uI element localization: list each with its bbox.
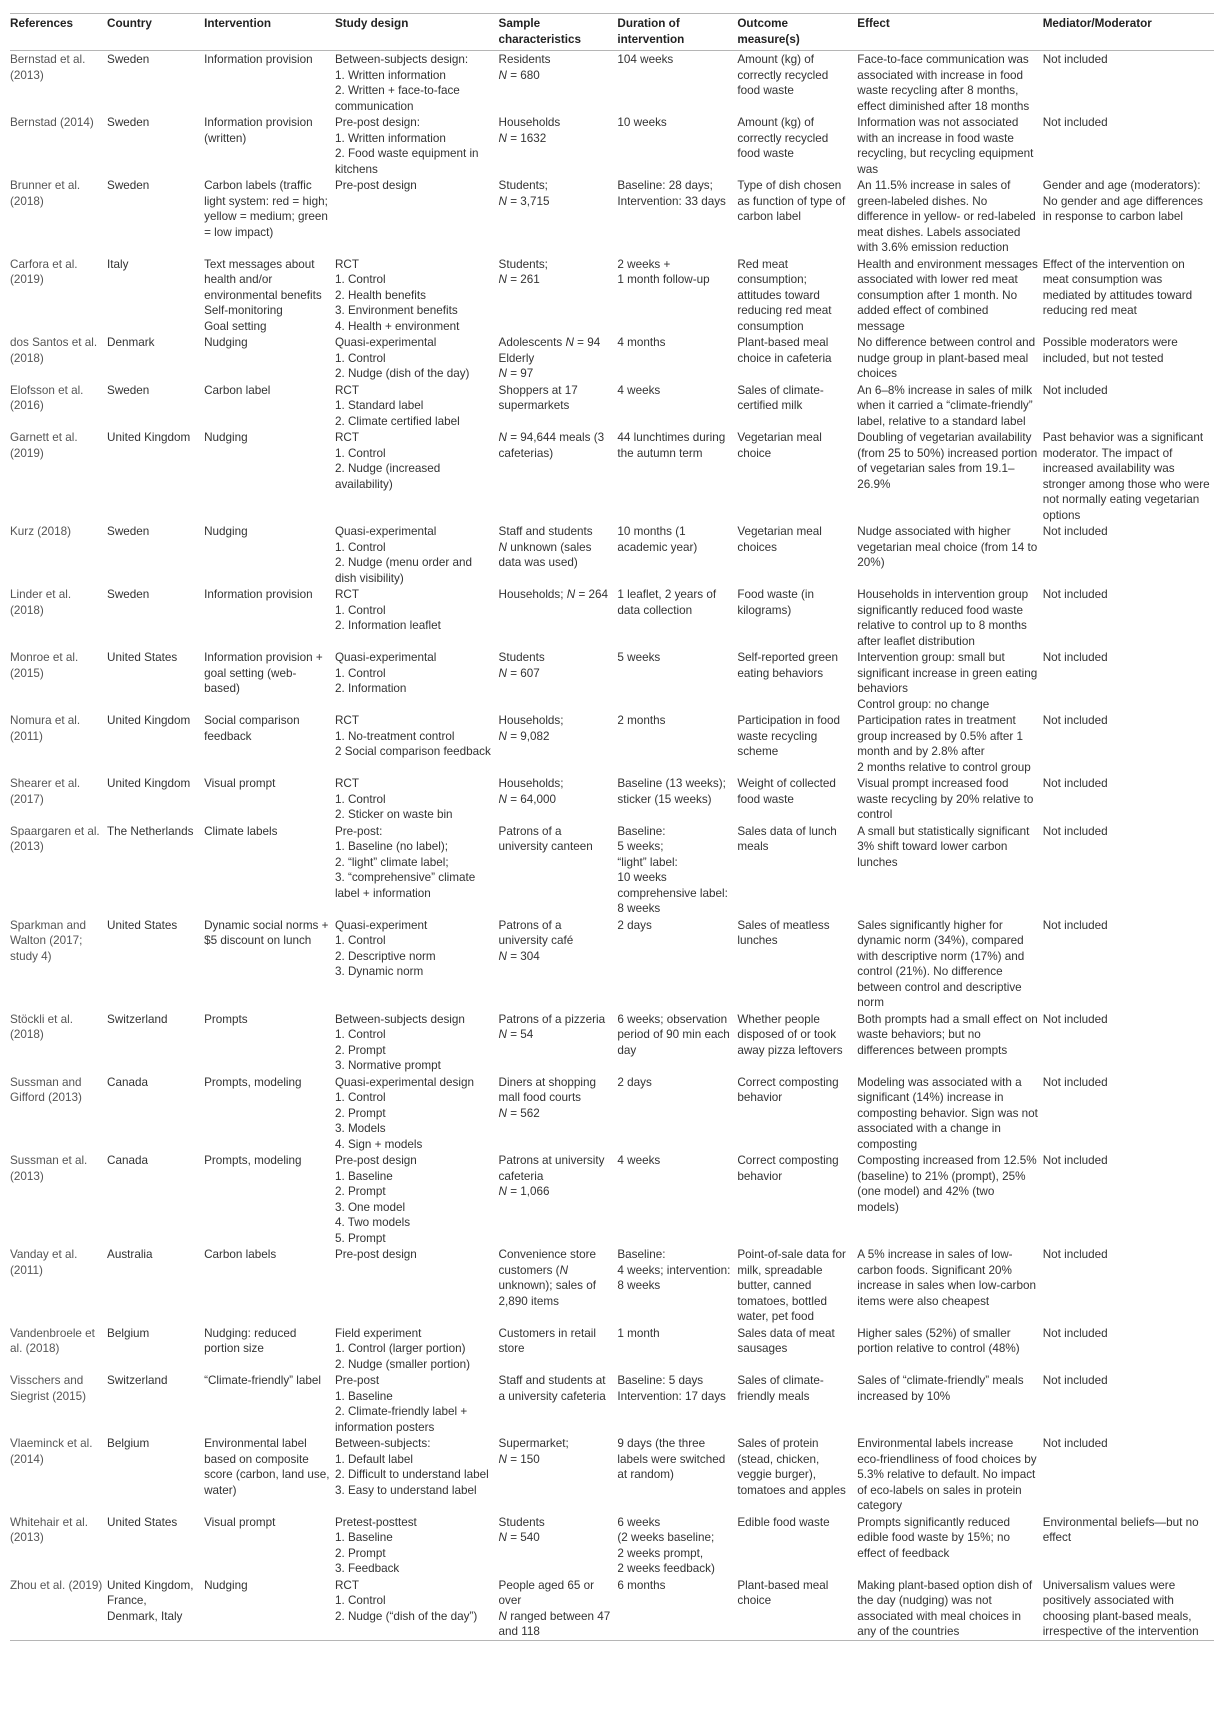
cell-outcome: Point-of-sale data for milk, spreadable butter, canned tomatoes, bottled water, pet food bbox=[737, 1248, 846, 1323]
cell-sample: Students; N = 3,715 bbox=[498, 179, 550, 208]
cell-ref: Shearer et al. (2017) bbox=[10, 777, 81, 806]
cell-sample: Staff and students at a university cafeteria bbox=[498, 1374, 606, 1403]
cell-outcome: Sales of climate-certified milk bbox=[737, 383, 824, 412]
cell-ref: Vandenbroele et al. (2018) bbox=[10, 1326, 95, 1355]
cell-country: Switzerland bbox=[107, 1012, 168, 1026]
cell-sample: N = 94,644 meals (3 cafeterias) bbox=[498, 431, 605, 460]
cell-mediator: Not included bbox=[1042, 525, 1108, 538]
cell-outcome: Edible food waste bbox=[737, 1515, 830, 1529]
table-row bbox=[10, 382, 1214, 430]
cell-mediator: Not included bbox=[1042, 1075, 1108, 1089]
cell-duration: 1 month bbox=[617, 1326, 660, 1340]
cell-mediator: Not included bbox=[1042, 1326, 1108, 1340]
cell-duration: Baseline: 28 days; Intervention: 33 days bbox=[617, 179, 726, 208]
header-duration: Duration of intervention bbox=[617, 14, 737, 51]
cell-design: Pre-post 1. Baseline 2. Climate-friendly label + information posters bbox=[334, 1374, 468, 1434]
cell-country: United Kingdom, France, Denmark, Italy bbox=[107, 1577, 204, 1641]
cell-effect: A small but statistically significant 3% shift toward lower carbon lunches bbox=[857, 824, 1030, 869]
table-row bbox=[10, 51, 1214, 115]
cell-duration: 6 months bbox=[617, 1577, 737, 1641]
table-row bbox=[10, 114, 1214, 177]
cell-effect: Nudge associated with higher vegetarian meal choice (from 14 to 20%) bbox=[857, 525, 1038, 569]
cell-duration: 2 days bbox=[617, 918, 652, 932]
cell-intervention: Visual prompt bbox=[204, 1515, 276, 1529]
cell-intervention: Nudging bbox=[204, 1577, 335, 1641]
cell-duration: 9 days (the three labels were switched at random) bbox=[617, 1437, 726, 1481]
cell-ref: Kurz (2018) bbox=[10, 525, 72, 538]
cell-mediator: Not included bbox=[1042, 651, 1108, 664]
cell-design: Pretest-posttest 1. Baseline 2. Prompt 3. Feedback bbox=[334, 1515, 417, 1575]
cell-sample: People aged 65 or over N ranged between 47 and 118 bbox=[499, 1577, 618, 1641]
cell-sample: Households; N = 9,082 bbox=[498, 714, 564, 743]
cell-effect: Face-to-face communication was associated with increase in food waste recycling after 8 months, effect diminished after 18 months bbox=[857, 53, 1030, 113]
cell-effect: Doubling of vegetarian availability (from 25 to 50%) increased portion of vegetarian sales from 19.1–26.9% bbox=[857, 431, 1038, 491]
cell-intervention: Carbon label bbox=[204, 383, 271, 397]
cell-duration: 10 weeks bbox=[617, 116, 667, 129]
cell-design: Pre-post design: 1. Written information 2. Food waste equipment in kitchens bbox=[334, 116, 479, 176]
cell-effect: Composting increased from 12.5% (baseline) to 21% (prompt), 25% (one model) and 42% (two models) bbox=[857, 1154, 1037, 1214]
table-row bbox=[10, 1372, 1214, 1435]
cell-intervention: Dynamic social norms + $5 discount on lunch bbox=[204, 918, 329, 947]
cell-outcome: Food waste (in kilograms) bbox=[737, 588, 814, 617]
cell-design: Quasi-experimental design 1. Control 2. Prompt 3. Models 4. Sign + models bbox=[334, 1075, 474, 1151]
cell-country: Belgium bbox=[107, 1437, 150, 1450]
cell-country: United States bbox=[107, 918, 178, 932]
cell-intervention: Prompts, modeling bbox=[204, 1154, 302, 1167]
cell-ref: Garnett et al. (2019) bbox=[10, 431, 78, 460]
cell-duration: Baseline: 4 weeks; intervention: 8 weeks bbox=[617, 1248, 731, 1292]
table-body bbox=[10, 51, 1214, 1641]
table-row bbox=[10, 1577, 1214, 1641]
cell-country: Sweden bbox=[107, 383, 150, 397]
cell-sample: Convenience store customers (N unknown); sales of 2,890 items bbox=[498, 1248, 596, 1308]
header-country: Country bbox=[107, 14, 204, 51]
cell-outcome: Correct composting behavior bbox=[737, 1154, 839, 1183]
cell-mediator: Not included bbox=[1042, 588, 1108, 601]
cell-effect: Visual prompt increased food waste recycling by 20% relative to control bbox=[857, 777, 1034, 821]
cell-sample: Staff and students N unknown (sales data was used) bbox=[498, 525, 593, 569]
cell-intervention: Nudging bbox=[204, 431, 248, 444]
header-row bbox=[10, 14, 1214, 51]
cell-country: Sweden bbox=[107, 525, 150, 538]
cell-effect: Making plant-based option dish of the day (nudging) was not associated with meal choices in any of the countries bbox=[857, 1577, 1042, 1641]
cell-effect: Sales of “climate-friendly” meals increased by 10% bbox=[857, 1374, 1024, 1403]
cell-design: RCT 1. Control 2. Sticker on waste bin bbox=[334, 777, 453, 821]
cell-design: RCT 1. Control 2. Health benefits 3. Environment benefits 4. Health + environment bbox=[334, 257, 460, 333]
cell-mediator: Not included bbox=[1042, 1437, 1108, 1450]
cell-mediator: Not included bbox=[1042, 714, 1108, 727]
cell-outcome: Sales of meatless lunches bbox=[737, 918, 830, 947]
cell-sample: Patrons of a university canteen bbox=[498, 824, 593, 853]
header-effect: Effect bbox=[857, 14, 1042, 51]
cell-ref: Vanday et al. (2011) bbox=[10, 1248, 78, 1277]
cell-duration: 2 weeks + 1 month follow-up bbox=[617, 257, 710, 286]
cell-design: Between-subjects design: 1. Written information 2. Written + face-to-face communication bbox=[334, 53, 469, 113]
cell-country: United Kingdom bbox=[107, 431, 191, 444]
cell-intervention: Prompts, modeling bbox=[204, 1075, 302, 1089]
cell-country: Sweden bbox=[107, 179, 150, 192]
cell-intervention: Information provision (written) bbox=[204, 116, 313, 145]
cell-outcome: Sales of protein (stead, chicken, veggie burger), tomatoes and apples bbox=[737, 1437, 846, 1497]
cell-outcome: Type of dish chosen as function of type of carbon label bbox=[737, 179, 846, 223]
cell-ref: Carfora et al. (2019) bbox=[10, 257, 78, 286]
cell-mediator: Not included bbox=[1042, 116, 1108, 129]
cell-sample: Households N = 1632 bbox=[498, 116, 561, 145]
cell-sample: Diners at shopping mall food courts N = 562 bbox=[498, 1075, 596, 1120]
cell-ref: Spaargaren et al. (2013) bbox=[10, 824, 100, 853]
cell-duration: 10 months (1 academic year) bbox=[617, 525, 698, 554]
table-row bbox=[10, 1325, 1214, 1373]
cell-sample: Households; N = 64,000 bbox=[498, 777, 564, 806]
cell-outcome: Amount (kg) of correctly recycled food waste bbox=[737, 53, 829, 97]
cell-design: RCT 1. Standard label 2. Climate certified label bbox=[334, 383, 460, 428]
cell-intervention: Nudging: reduced portion size bbox=[204, 1326, 297, 1355]
table-row bbox=[10, 1074, 1214, 1153]
cell-intervention: Nudging bbox=[204, 336, 248, 349]
cell-country: Switzerland bbox=[107, 1374, 168, 1387]
table-row bbox=[10, 586, 1214, 649]
cell-intervention: “Climate-friendly” label bbox=[204, 1374, 322, 1387]
cell-mediator: Not included bbox=[1042, 1248, 1108, 1261]
cell-effect: Sales significantly higher for dynamic norm (34%), compared with descriptive norm (17%) and control (21%). No difference between control and descriptive norm bbox=[857, 918, 1025, 1009]
cell-mediator: Not included bbox=[1042, 1374, 1108, 1387]
cell-sample: Patrons at university cafeteria N = 1,066 bbox=[498, 1154, 605, 1198]
cell-design: Between-subjects: 1. Default label 2. Difficult to understand label 3. Easy to understand label bbox=[334, 1437, 489, 1497]
cell-mediator: Not included bbox=[1042, 824, 1108, 838]
table-row bbox=[10, 823, 1214, 917]
cell-intervention: Text messages about health and/or environmental benefits Self-monitoring Goal setting bbox=[204, 257, 322, 333]
cell-effect: Health and environment messages associated with lower red meat consumption after 1 month. No added effect of combined message bbox=[857, 257, 1038, 333]
cell-design: Quasi-experimental 1. Control 2. Information bbox=[334, 651, 437, 695]
table-row bbox=[10, 1514, 1214, 1577]
table-row bbox=[10, 177, 1214, 256]
cell-intervention: Information provision + goal setting (web-based) bbox=[204, 651, 323, 695]
cell-mediator: Not included bbox=[1042, 777, 1108, 790]
header-intervention: Intervention bbox=[204, 14, 335, 51]
table-row bbox=[10, 523, 1214, 586]
cell-intervention: Climate labels bbox=[204, 824, 278, 838]
cell-design: Pre-post: 1. Baseline (no label); 2. “light” climate label; 3. “comprehensive” climate label + information bbox=[334, 824, 476, 900]
cell-outcome: Sales data of lunch meals bbox=[737, 824, 837, 853]
cell-mediator: Not included bbox=[1042, 53, 1108, 66]
header-study-design: Study design bbox=[335, 14, 499, 51]
cell-country: Australia bbox=[107, 1248, 153, 1261]
cell-intervention: Carbon labels bbox=[204, 1248, 277, 1261]
table-row bbox=[10, 917, 1214, 1011]
cell-design: RCT 1. Control 2. Nudge (“dish of the day”) bbox=[335, 1577, 499, 1641]
cell-mediator: Not included bbox=[1042, 1154, 1108, 1167]
table-row bbox=[10, 775, 1214, 823]
cell-effect: Modeling was associated with a significant (14%) increase in composting behavior. Sign was not associated with a change in composting bbox=[857, 1075, 1038, 1151]
cell-outcome: Participation in food waste recycling scheme bbox=[737, 714, 840, 758]
table-header bbox=[10, 14, 1214, 51]
cell-ref: Elofsson et al. (2016) bbox=[10, 383, 84, 412]
cell-sample: Patrons of a pizzeria N = 54 bbox=[498, 1012, 606, 1041]
cell-duration: 2 days bbox=[617, 1075, 652, 1089]
cell-ref: Nomura et al. (2011) bbox=[10, 714, 81, 743]
cell-outcome: Weight of collected food waste bbox=[737, 777, 836, 806]
cell-duration: Baseline: 5 weeks; “light” label: 10 weeks comprehensive label: 8 weeks bbox=[617, 824, 728, 915]
cell-outcome: Plant-based meal choice in cafeteria bbox=[737, 336, 832, 365]
cell-effect: Participation rates in treatment group increased by 0.5% after 1 month and by 2.8% after 2 months relative to control group bbox=[857, 714, 1031, 774]
cell-country: Canada bbox=[107, 1154, 148, 1167]
cell-duration: 4 weeks bbox=[617, 1154, 661, 1167]
table-row bbox=[10, 649, 1214, 712]
cell-ref: Brunner et al. (2018) bbox=[10, 179, 81, 208]
cell-mediator: Possible moderators were included, but not tested bbox=[1042, 336, 1178, 365]
cell-ref: Monroe et al. (2015) bbox=[10, 651, 79, 680]
cell-sample: Adolescents N = 94 Elderly N = 97 bbox=[498, 336, 601, 380]
cell-effect: Environmental labels increase eco-friendliness of food choices by 5.3% relative to default. No impact of eco-labels on sales in protein category bbox=[857, 1437, 1037, 1512]
cell-country: United Kingdom bbox=[107, 777, 191, 790]
cell-effect: An 6–8% increase in sales of milk when it carried a “climate-friendly” label, relative to a standard label bbox=[857, 383, 1033, 428]
table-row bbox=[10, 712, 1214, 775]
cell-design: RCT 1. Control 2. Information leaflet bbox=[334, 588, 441, 632]
cell-duration: 104 weeks bbox=[617, 53, 674, 66]
cell-design: Between-subjects design 1. Control 2. Prompt 3. Normative prompt bbox=[334, 1012, 465, 1072]
header-outcome-measures: Outcome measure(s) bbox=[737, 14, 857, 51]
cell-sample: Patrons of a university café N = 304 bbox=[498, 918, 574, 963]
header-references: References bbox=[10, 14, 107, 51]
cell-intervention: Carbon labels (traffic light system: red = high; yellow = medium; green = low impact) bbox=[204, 179, 328, 239]
cell-ref: Sparkman and Walton (2017; study 4) bbox=[10, 918, 87, 963]
cell-duration: 4 months bbox=[617, 336, 666, 349]
cell-intervention: Nudging bbox=[204, 525, 248, 538]
cell-mediator: Environmental beliefs—but no effect bbox=[1042, 1515, 1199, 1544]
cell-ref: Vlaeminck et al. (2014) bbox=[10, 1437, 93, 1466]
cell-country: Canada bbox=[107, 1075, 148, 1089]
cell-design: RCT 1. No-treatment control 2 Social comparison feedback bbox=[334, 714, 491, 758]
cell-outcome: Red meat consumption; attitudes toward reducing red meat consumption bbox=[737, 257, 832, 333]
header-sample-characteristics: Sample characteristics bbox=[499, 14, 618, 51]
cell-outcome: Vegetarian meal choices bbox=[737, 525, 822, 554]
cell-outcome: Correct composting behavior bbox=[737, 1075, 839, 1104]
cell-intervention: Prompts bbox=[204, 1012, 248, 1026]
cell-ref: Bernstad et al. (2013) bbox=[10, 53, 86, 82]
cell-country: Denmark bbox=[107, 336, 155, 349]
cell-duration: 2 months bbox=[617, 714, 666, 727]
cell-intervention: Visual prompt bbox=[204, 777, 276, 790]
cell-mediator: Gender and age (moderators): No gender and age differences in response to carbon label bbox=[1042, 179, 1203, 223]
cell-intervention: Environmental label based on composite score (carbon, land use, water) bbox=[204, 1437, 330, 1497]
cell-sample: Shoppers at 17 supermarkets bbox=[498, 383, 578, 412]
cell-duration: 6 weeks; observation period of 90 min each day bbox=[617, 1012, 730, 1057]
cell-effect: Higher sales (52%) of smaller portion relative to control (48%) bbox=[857, 1326, 1020, 1355]
cell-sample: Customers in retail store bbox=[498, 1326, 596, 1355]
cell-outcome: Sales of climate-friendly meals bbox=[737, 1374, 824, 1403]
cell-effect: No difference between control and nudge group in plant-based meal choices bbox=[857, 336, 1036, 380]
cell-outcome: Whether people disposed of or took away pizza leftovers bbox=[737, 1012, 843, 1057]
cell-sample: Students N = 540 bbox=[498, 1515, 545, 1544]
cell-design: Quasi-experimental 1. Control 2. Nudge (menu order and dish visibility) bbox=[334, 525, 473, 585]
cell-intervention: Social comparison feedback bbox=[204, 714, 300, 743]
cell-sample: Students N = 607 bbox=[498, 651, 545, 680]
cell-ref: Sussman et al. (2013) bbox=[10, 1154, 88, 1183]
cell-design: RCT 1. Control 2. Nudge (increased availability) bbox=[334, 431, 441, 491]
cell-outcome: Self-reported green eating behaviors bbox=[737, 651, 839, 680]
table-row bbox=[10, 256, 1214, 335]
cell-effect: An 11.5% increase in sales of green-labeled dishes. No difference in yellow- or red-labeled meat dishes. Labels associated with 3.6% emission reduction bbox=[857, 179, 1036, 254]
cell-outcome: Vegetarian meal choice bbox=[737, 431, 822, 460]
cell-outcome: Plant-based meal choice bbox=[737, 1577, 857, 1641]
header-mediator-moderator: Mediator/Moderator bbox=[1043, 14, 1214, 51]
cell-design: Quasi-experimental 1. Control 2. Nudge (dish of the day) bbox=[334, 336, 470, 380]
cell-effect: Both prompts had a small effect on waste behaviors; but no differences between prompts bbox=[857, 1012, 1038, 1057]
cell-country: Italy bbox=[107, 257, 129, 271]
cell-design: Pre-post design 1. Baseline 2. Prompt 3. One model 4. Two models 5. Prompt bbox=[334, 1154, 417, 1245]
cell-duration: 4 weeks bbox=[617, 383, 661, 397]
cell-country: Sweden bbox=[107, 53, 150, 66]
cell-effect: A 5% increase in sales of low-carbon foods. Significant 20% increase in sales when low-carbon items were also cheapest bbox=[857, 1248, 1036, 1308]
cell-ref: Sussman and Gifford (2013) bbox=[10, 1075, 82, 1104]
cell-intervention: Information provision bbox=[204, 588, 313, 601]
cell-sample: Residents N = 680 bbox=[498, 53, 551, 82]
cell-mediator: Past behavior was a significant moderator. The impact of increased availability was stronger among those who were not normally eating vegetarian options bbox=[1042, 431, 1210, 522]
cell-country: United States bbox=[107, 651, 178, 664]
cell-country: The Netherlands bbox=[107, 824, 194, 838]
cell-ref: Visschers and Siegrist (2015) bbox=[10, 1374, 87, 1403]
cell-country: United Kingdom bbox=[107, 714, 191, 727]
cell-design: Quasi-experiment 1. Control 2. Descriptive norm 3. Dynamic norm bbox=[334, 918, 436, 978]
cell-duration: 1 leaflet, 2 years of data collection bbox=[617, 588, 717, 617]
table-row bbox=[10, 1246, 1214, 1325]
cell-design: Pre-post design bbox=[334, 179, 417, 192]
cell-mediator: Not included bbox=[1042, 1012, 1108, 1026]
cell-mediator: Not included bbox=[1042, 918, 1108, 932]
cell-duration: Baseline: 5 days Intervention: 17 days bbox=[617, 1374, 726, 1403]
cell-mediator: Effect of the intervention on meat consumption was mediated by attitudes toward reducing red meat bbox=[1042, 257, 1193, 317]
cell-mediator: Universalism values were positively associated with choosing plant-based meals, irrespective of the intervention bbox=[1043, 1577, 1214, 1641]
table-row bbox=[10, 334, 1214, 382]
cell-effect: Households in intervention group significantly reduced food waste relative to control up to 8 months after leaflet distribution bbox=[857, 588, 1029, 648]
table-row bbox=[10, 1435, 1214, 1514]
cell-effect: Intervention group: small but significant increase in green eating behaviors Control group: no change bbox=[857, 651, 1038, 711]
cell-sample: Supermarket; N = 150 bbox=[498, 1437, 569, 1466]
table-row bbox=[10, 1011, 1214, 1074]
cell-effect: Prompts significantly reduced edible food waste by 15%; no effect of feedback bbox=[857, 1515, 1010, 1560]
cell-sample: Households; N = 264 bbox=[498, 588, 609, 601]
cell-ref: Zhou et al. (2019) bbox=[10, 1577, 107, 1641]
cell-duration: 6 weeks (2 weeks baseline; 2 weeks prompt, 2 weeks feedback) bbox=[617, 1515, 715, 1575]
cell-ref: Linder et al. (2018) bbox=[10, 588, 72, 617]
cell-country: United States bbox=[107, 1515, 178, 1529]
cell-ref: Whitehair et al. (2013) bbox=[10, 1515, 88, 1544]
studies-table bbox=[10, 13, 1214, 1641]
cell-country: Belgium bbox=[107, 1326, 150, 1340]
cell-design: Pre-post design bbox=[334, 1248, 417, 1261]
cell-outcome: Amount (kg) of correctly recycled food waste bbox=[737, 116, 829, 160]
cell-country: Sweden bbox=[107, 116, 150, 129]
cell-ref: Stöckli et al. (2018) bbox=[10, 1012, 74, 1041]
table-row bbox=[10, 429, 1214, 523]
cell-duration: Baseline (13 weeks); sticker (15 weeks) bbox=[617, 777, 726, 806]
cell-sample: Students; N = 261 bbox=[498, 257, 548, 286]
cell-ref: Bernstad (2014) bbox=[10, 116, 94, 129]
cell-duration: 44 lunchtimes during the autumn term bbox=[617, 431, 726, 460]
cell-effect: Information was not associated with an increase in food waste recycling, but recycling equipment was bbox=[857, 116, 1034, 176]
cell-duration: 5 weeks bbox=[617, 651, 661, 664]
cell-outcome: Sales data of meat sausages bbox=[737, 1326, 835, 1355]
cell-ref: dos Santos et al. (2018) bbox=[10, 336, 98, 365]
cell-mediator: Not included bbox=[1042, 383, 1108, 397]
cell-design: Field experiment 1. Control (larger portion) 2. Nudge (smaller portion) bbox=[334, 1326, 471, 1371]
table-row bbox=[10, 1152, 1214, 1246]
cell-country: Sweden bbox=[107, 588, 150, 601]
cell-intervention: Information provision bbox=[204, 53, 313, 66]
